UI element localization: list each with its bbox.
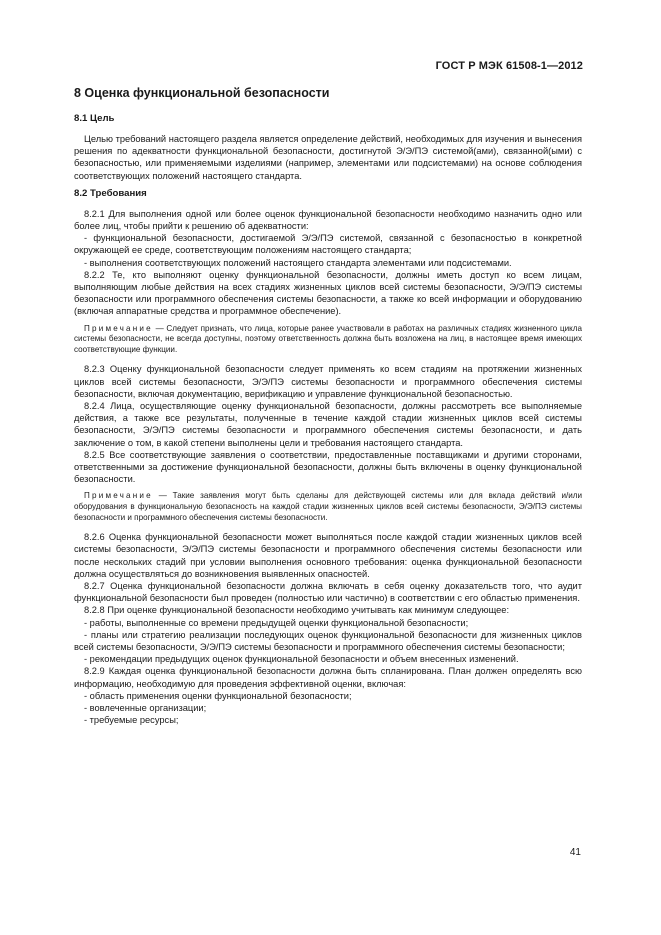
list-item: - функциональной безопасности, достигаемой Э/Э/ПЭ системой, связанной с безопасностью в конкретной окружающей ее среде, соответствующим положениям настоящего стандарта; bbox=[74, 233, 582, 256]
paragraph-8-2-5: 8.2.5 Все соответствующие заявления о соответствии, предоставленные поставщиками и другими сторонами, ответственными за достижение функциональной безопасности, должны быть включены в оценку функциональной безопасности. bbox=[74, 449, 582, 485]
note-2 bbox=[74, 491, 582, 523]
note-label: Примечание bbox=[84, 491, 153, 501]
paragraph-8-2-7: 8.2.7 Оценка функциональной безопасности должна включать в себя оценку доказательств того, что аудит функциональной безопасности был проведен (полностью или частично) в соответствии с его областью применения. bbox=[74, 581, 582, 604]
note-1 bbox=[74, 324, 582, 356]
list-item: - требуемые ресурсы; bbox=[84, 715, 179, 726]
subsection-title-8-1: 8.1 Цель bbox=[74, 113, 115, 124]
page-number: 41 bbox=[569, 847, 581, 858]
note-text: — Такие заявления могут быть сделаны для действующей системы или для вклада действий и/или оборудования в функциональную безопасность на каждой стадии жизненных циклов всей системы безопасности, Э/Э/ПЭ системы безопасности и программного обеспечения системы безопасности. bbox=[74, 491, 582, 522]
list-item: - планы или стратегию реализации последующих оценок функциональной безопасности для жизненных циклов всей системы безопасности, Э/Э/ПЭ системы безопасности и программного обеспечения системы безопасности; bbox=[74, 629, 582, 653]
list-item: - вовлеченные организации; bbox=[84, 703, 207, 714]
section-title: 8 Оценка функциональной безопасности bbox=[74, 86, 330, 100]
paragraph-8-2-3: 8.2.3 Оценку функциональной безопасности следует применять ко всем стадиям на протяжении жизненных циклов всей системы безопасности, Э/Э/ПЭ системы безопасности и программного обеспечения системы безопасности, включая документацию, верификацию и управление функциональной безопасностью. bbox=[74, 364, 582, 399]
paragraph-8-2-8: 8.2.8 При оценке функциональной безопасности необходимо учитывать как минимум следующее: bbox=[84, 605, 510, 616]
paragraph-8-1: Целью требований настоящего раздела является определение действий, необходимых для изучения и вынесения решения по адекватности функциональной безопасности, достигнутой Э/Э/ПЭ системой(ами), связанной(ыми) с безопасностью, или применяемыми изделиями (например, элементами или подсистемами) на основе соблюдения соответствующих положений настоящего стандарта. bbox=[74, 134, 582, 181]
paragraph-8-2-4: 8.2.4 Лица, осуществляющие оценку функциональной безопасности, должны рассмотреть все выполняемые действия, а также все результаты, полученные в течение каждой стадии жизненных циклов всей системы безопасности, Э/Э/ПЭ системы безопасности и программного обеспечения системы безопасности, и дать заключение о том, в какой степени выполнены цели и требования настоящего стандарта. bbox=[74, 401, 582, 448]
note-text: — Следует признать, что лица, которые ранее участвовали в работах на различных стадиях жизненного цикла системы безопасности, не всегда доступны, поэтому ответственность должна быть возложена на лиц, в настоящее время имеющих соответствующие функции. bbox=[74, 323, 582, 354]
paragraph-8-2-2: 8.2.2 Те, кто выполняют оценку функциональной безопасности, должны иметь доступ ко всем лицам, выполняющим любые действия на всех стадиях жизненных циклов всей системы безопасности, Э/Э/ПЭ системы безопасности или программного обеспечения системы безопасности, а также ко всей информации и оборудованию (включая аппаратные средства и программное обеспечение). bbox=[74, 269, 582, 317]
paragraph-8-2-9: 8.2.9 Каждая оценка функциональной безопасности должна быть спланирована. План должен определять всю информацию, необходимую для проведения эффективной оценки, включая: bbox=[74, 666, 582, 689]
subsection-title-8-2: 8.2 Требования bbox=[74, 187, 147, 199]
paragraph-8-2-6: 8.2.6 Оценка функциональной безопасности может выполняться после каждой стадии жизненных циклов всей системы безопасности, Э/Э/ПЭ системы безопасности и программного обеспечения системы безопасности или после нескольких стадий при условии выполнения основного требования: оценка функциональной безопасности должна осуществляться до возникновения выявленных опасностей. bbox=[74, 532, 582, 579]
list-item: - область применения оценки функциональной безопасности; bbox=[84, 690, 352, 701]
list-item: - рекомендации предыдущих оценок функциональной безопасности и объем внесенных изменений. bbox=[84, 654, 519, 665]
note-label: Примечание bbox=[84, 323, 153, 333]
document-body bbox=[74, 86, 582, 726]
paragraph-8-2-1: 8.2.1 Для выполнения одной или более оценок функциональной безопасности необходимо назначить одно или более лиц, чтобы прийти к решению об адекватности: bbox=[74, 208, 582, 232]
document-header: ГОСТ Р МЭК 61508-1—2012 bbox=[435, 60, 583, 72]
list-item: - выполнения соответствующих положений настоящего стандарта элементами или подсистемами. bbox=[84, 257, 512, 268]
list-item: - работы, выполненные со времени предыдущей оценки функциональной безопасности; bbox=[84, 617, 469, 628]
